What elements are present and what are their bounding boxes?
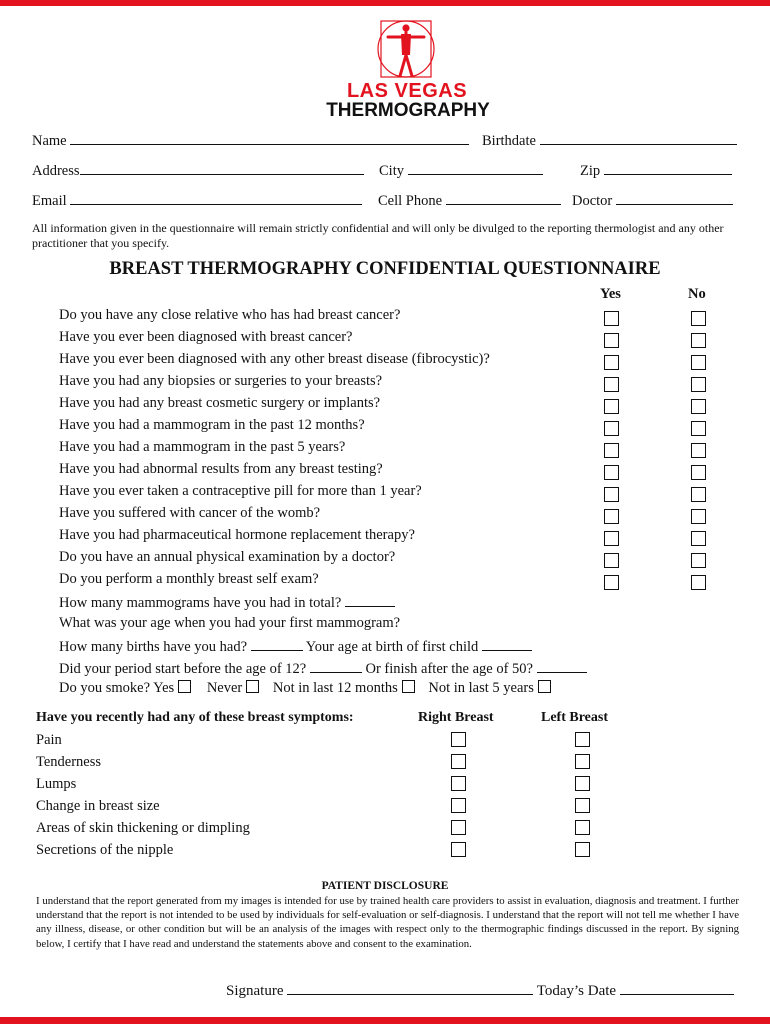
symptom-left-checkbox[interactable] — [575, 754, 590, 769]
question-yes-checkbox[interactable] — [604, 333, 619, 348]
question-row — [59, 483, 422, 500]
question-row — [59, 527, 415, 544]
smoke-not-5-years-checkbox[interactable] — [538, 680, 551, 693]
question-no-checkbox[interactable] — [691, 311, 706, 326]
confidential-note: All information given in the questionnaire will remain strictly confidential and will only be divulged to the reporting thermologist and any other practitioner that you specify. — [32, 221, 724, 250]
question-label: Have you ever been diagnosed with any other breast disease (fibrocystic)? — [59, 351, 490, 367]
not-5-years-label: Not in last 5 years — [428, 680, 534, 696]
question-no-checkbox[interactable] — [691, 333, 706, 348]
never-label: Never — [206, 680, 243, 696]
smoke-never-checkbox[interactable] — [246, 680, 259, 693]
question-label: Have you had any breast cosmetic surgery or implants? — [59, 395, 381, 411]
symptom-left-checkbox[interactable] — [575, 732, 590, 747]
question-no-checkbox[interactable] — [691, 487, 706, 502]
name-label: Name — [32, 133, 67, 149]
question-row — [59, 549, 395, 566]
question-label: Have you had abnormal results from any breast testing? — [59, 461, 383, 477]
smoke-label: Do you smoke? Yes — [59, 680, 175, 696]
date-label: Today’s Date — [536, 983, 617, 999]
smoke-yes-checkbox[interactable] — [178, 680, 191, 693]
question-row — [59, 571, 319, 588]
question-row — [59, 307, 400, 324]
question-label: Have you suffered with cancer of the womb? — [59, 505, 321, 521]
question-no-checkbox[interactable] — [691, 531, 706, 546]
period-finish-label: Or finish after the age of 50? — [365, 661, 533, 677]
mammograms-total-row — [59, 593, 395, 612]
question-yes-checkbox[interactable] — [604, 531, 619, 546]
birthdate-field[interactable] — [482, 131, 737, 150]
birthdate-label: Birthdate — [482, 133, 536, 149]
first-child-age-line[interactable] — [482, 637, 532, 651]
mammograms-total-label: How many mammograms have you had in total? — [59, 595, 342, 611]
symptom-left-checkbox[interactable] — [575, 798, 590, 813]
question-label: Do you perform a monthly breast self exam? — [59, 571, 319, 587]
period-start-line[interactable] — [310, 659, 362, 673]
address-field[interactable] — [32, 161, 364, 180]
question-no-checkbox[interactable] — [691, 443, 706, 458]
name-field[interactable] — [32, 131, 469, 150]
symptom-label: Change in breast size — [36, 798, 160, 814]
smoke-row — [59, 680, 551, 697]
symptom-right-checkbox[interactable] — [451, 732, 466, 747]
question-yes-checkbox[interactable] — [604, 399, 619, 414]
not-12-months-label: Not in last 12 months — [272, 680, 398, 696]
period-start-label: Did your period start before the age of 12? — [59, 661, 307, 677]
question-yes-checkbox[interactable] — [604, 575, 619, 590]
question-yes-checkbox[interactable] — [604, 465, 619, 480]
address-line — [80, 161, 364, 175]
symptom-label: Areas of skin thickening or dimpling — [36, 820, 250, 836]
question-row — [59, 351, 490, 368]
city-line — [408, 161, 543, 175]
question-no-checkbox[interactable] — [691, 377, 706, 392]
question-label: Have you had any biopsies or surgeries to your breasts? — [59, 373, 383, 389]
question-no-checkbox[interactable] — [691, 465, 706, 480]
symptom-right-checkbox[interactable] — [451, 820, 466, 835]
symptom-right-checkbox[interactable] — [451, 842, 466, 857]
signature-field[interactable] — [226, 981, 734, 1000]
mammograms-total-line[interactable] — [345, 593, 395, 607]
symptom-right-checkbox[interactable] — [451, 798, 466, 813]
births-line[interactable] — [251, 637, 303, 651]
doctor-field[interactable] — [572, 191, 733, 210]
left-breast-header: Left Breast — [541, 710, 608, 725]
no-header: No — [688, 286, 706, 302]
question-label: Have you had a mammogram in the past 5 years? — [59, 439, 346, 455]
date-line — [620, 981, 734, 995]
question-no-checkbox[interactable] — [691, 399, 706, 414]
zip-label: Zip — [580, 163, 601, 179]
symptom-right-checkbox[interactable] — [451, 754, 466, 769]
logo-emblem — [375, 18, 439, 82]
symptom-label: Lumps — [36, 776, 77, 792]
question-yes-checkbox[interactable] — [604, 355, 619, 370]
question-no-checkbox[interactable] — [691, 509, 706, 524]
period-row — [59, 659, 587, 678]
bottom-red-band — [0, 1017, 770, 1024]
question-yes-checkbox[interactable] — [604, 311, 619, 326]
question-no-checkbox[interactable] — [691, 575, 706, 590]
cell-phone-line — [446, 191, 561, 205]
doctor-line — [616, 191, 733, 205]
question-row — [59, 373, 382, 390]
question-yes-checkbox[interactable] — [604, 553, 619, 568]
question-yes-checkbox[interactable] — [604, 377, 619, 392]
question-no-checkbox[interactable] — [691, 553, 706, 568]
top-red-band — [0, 0, 770, 6]
symptom-label: Pain — [36, 732, 62, 748]
question-row — [59, 505, 320, 522]
cell-phone-label: Cell Phone — [378, 193, 443, 209]
doctor-label: Doctor — [572, 193, 613, 209]
zip-field[interactable] — [580, 161, 732, 180]
symptom-left-checkbox[interactable] — [575, 820, 590, 835]
question-label: Do you have any close relative who has had breast cancer? — [59, 307, 401, 323]
question-yes-checkbox[interactable] — [604, 487, 619, 502]
symptom-label: Tenderness — [36, 754, 102, 770]
email-line — [70, 191, 362, 205]
births-label: How many births have you had? — [59, 639, 248, 655]
city-field[interactable] — [379, 161, 543, 180]
symptoms-heading: Have you recently had any of these breast symptoms: — [36, 710, 354, 725]
question-label: Have you had a mammogram in the past 12 months? — [59, 417, 365, 433]
question-no-checkbox[interactable] — [691, 421, 706, 436]
question-label: Have you ever been diagnosed with breast cancer? — [59, 329, 353, 345]
cell-phone-field[interactable] — [378, 191, 561, 210]
question-row — [59, 329, 353, 346]
question-row — [59, 417, 365, 434]
first-child-age-label: Your age at birth of first child — [305, 639, 479, 655]
question-yes-checkbox[interactable] — [604, 509, 619, 524]
page-title: BREAST THERMOGRAPHY CONFIDENTIAL QUESTIONNAIRE — [109, 259, 661, 279]
question-label: Do you have an annual physical examination by a doctor? — [59, 549, 396, 565]
logo-line-2: THERMOGRAPHY — [326, 100, 490, 121]
logo-line-1: LAS VEGAS — [346, 80, 468, 102]
signature-line — [287, 981, 533, 995]
email-field[interactable] — [32, 191, 362, 210]
question-no-checkbox[interactable] — [691, 355, 706, 370]
zip-line — [604, 161, 732, 175]
question-yes-checkbox[interactable] — [604, 443, 619, 458]
signature-label: Signature — [226, 983, 284, 999]
name-line — [70, 131, 469, 145]
question-yes-checkbox[interactable] — [604, 421, 619, 436]
symptom-right-checkbox[interactable] — [451, 776, 466, 791]
city-label: City — [379, 163, 404, 179]
address-label: Address — [32, 163, 80, 179]
first-mammogram-row — [59, 615, 400, 632]
yes-header: Yes — [600, 286, 621, 302]
email-label: Email — [32, 193, 67, 209]
question-row — [59, 461, 383, 478]
symptom-left-checkbox[interactable] — [575, 776, 590, 791]
question-label: Have you had pharmaceutical hormone replacement therapy? — [59, 527, 415, 543]
question-label: Have you ever taken a contraceptive pill for more than 1 year? — [59, 483, 422, 499]
question-row — [59, 439, 345, 456]
period-finish-line[interactable] — [537, 659, 587, 673]
symptom-left-checkbox[interactable] — [575, 842, 590, 857]
right-breast-header: Right Breast — [418, 710, 494, 725]
question-row — [59, 395, 380, 412]
symptom-label: Secretions of the nipple — [36, 842, 174, 858]
first-mammogram-label: What was your age when you had your first mammogram? — [59, 615, 401, 631]
disclosure-heading: PATIENT DISCLOSURE — [321, 880, 449, 892]
smoke-not-12-months-checkbox[interactable] — [402, 680, 415, 693]
birthdate-line — [540, 131, 737, 145]
births-row — [59, 637, 532, 656]
disclosure-text: I understand that the report generated from my images is intended for use by trained health care providers to assist in evaluation, diagnosis and treatment. I further understand that the report is not intended to be used by individuals for self-evaluation or self-diagnosis. I understand that the report will not tell me whether I have any illness, disease, or other condition but will be an analysis of the images with respect only to the thermographic findings discussed in the report. By signing below, I certify that I have read and understand the statements above and consent to the examination. — [36, 895, 739, 950]
